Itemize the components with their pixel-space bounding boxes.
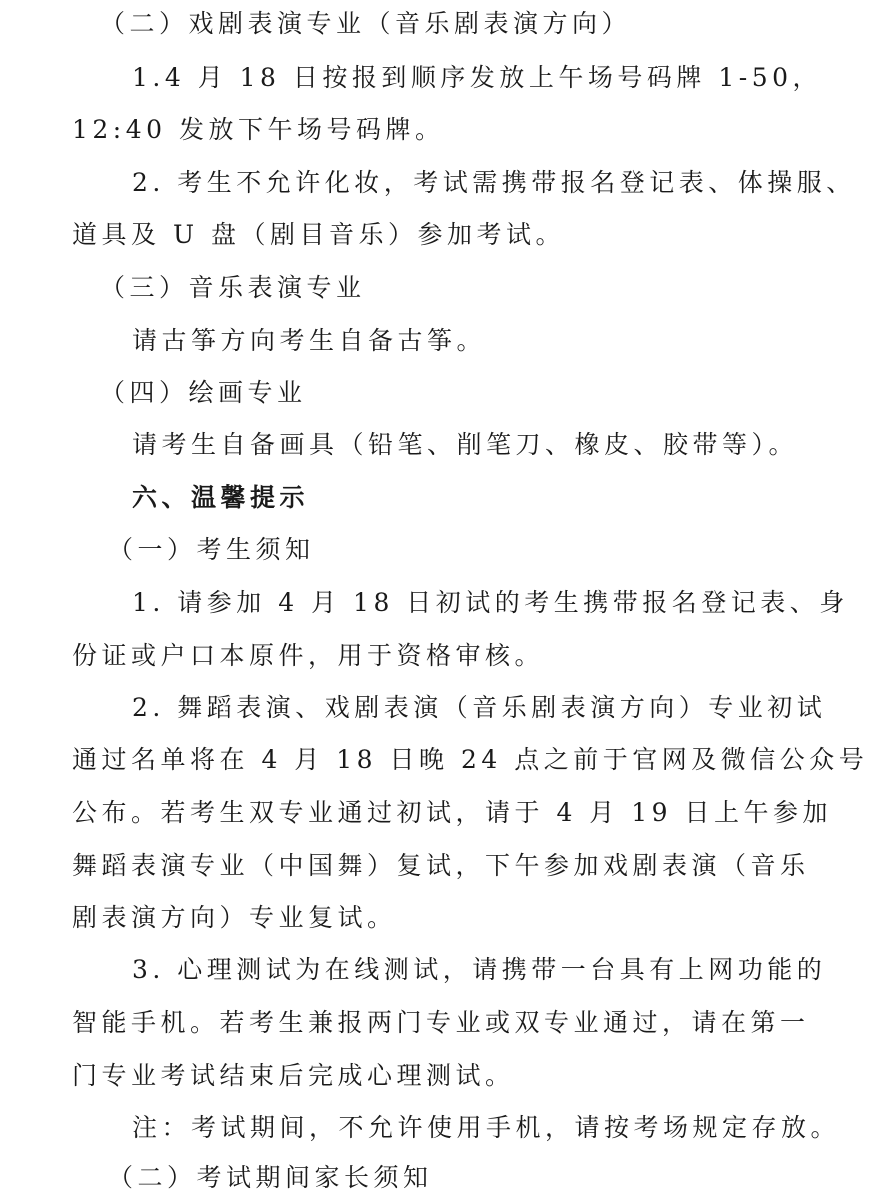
section-heading-parent-notice: （二）考试期间家长须知 bbox=[108, 1163, 433, 1192]
note-line: 注：考试期间，不允许使用手机，请按考场规定存放。 bbox=[132, 1113, 841, 1142]
paragraph-line: 智能手机。若考生兼报两门专业或双专业通过，请在第一 bbox=[72, 1008, 810, 1037]
paragraph-line: 份证或户口本原件，用于资格审核。 bbox=[72, 641, 545, 670]
paragraph-line: 3. 心理测试为在线测试，请携带一台具有上网功能的 bbox=[132, 955, 827, 984]
paragraph-line: 公布。若考生双专业通过初试，请于 4 月 19 日上午参加 bbox=[72, 798, 833, 827]
paragraph-line: 请古筝方向考生自备古筝。 bbox=[132, 326, 487, 355]
section-heading-music: （三）音乐表演专业 bbox=[100, 273, 366, 302]
paragraph-line: 2. 舞蹈表演、戏剧表演（音乐剧表演方向）专业初试 bbox=[132, 693, 827, 722]
section-heading-painting: （四）绘画专业 bbox=[100, 378, 307, 407]
paragraph-line: 1.4 月 18 日按报到顺序发放上午场号码牌 1-50， bbox=[132, 63, 823, 92]
paragraph-line: 1. 请参加 4 月 18 日初试的考生携带报名登记表、身 bbox=[132, 588, 849, 617]
section-heading-drama: （二）戏剧表演专业（音乐剧表演方向） bbox=[100, 9, 632, 38]
paragraph-line: 请考生自备画具（铅笔、削笔刀、橡皮、胶带等）。 bbox=[132, 430, 799, 459]
paragraph-line: 门专业考试结束后完成心理测试。 bbox=[72, 1061, 515, 1090]
section-heading-candidate-notice: （一）考生须知 bbox=[108, 535, 315, 564]
paragraph-line: 剧表演方向）专业复试。 bbox=[72, 903, 397, 932]
paragraph-line: 12:40 发放下午场号码牌。 bbox=[72, 115, 445, 144]
chapter-heading-tips: 六、温馨提示 bbox=[132, 483, 310, 512]
paragraph-line: 2. 考生不允许化妆，考试需携带报名登记表、体操服、 bbox=[132, 168, 856, 197]
paragraph-line: 道具及 U 盘（剧目音乐）参加考试。 bbox=[72, 220, 565, 249]
paragraph-line: 通过名单将在 4 月 18 日晚 24 点之前于官网及微信公众号 bbox=[72, 745, 869, 774]
paragraph-line: 舞蹈表演专业（中国舞）复试，下午参加戏剧表演（音乐 bbox=[72, 851, 810, 880]
